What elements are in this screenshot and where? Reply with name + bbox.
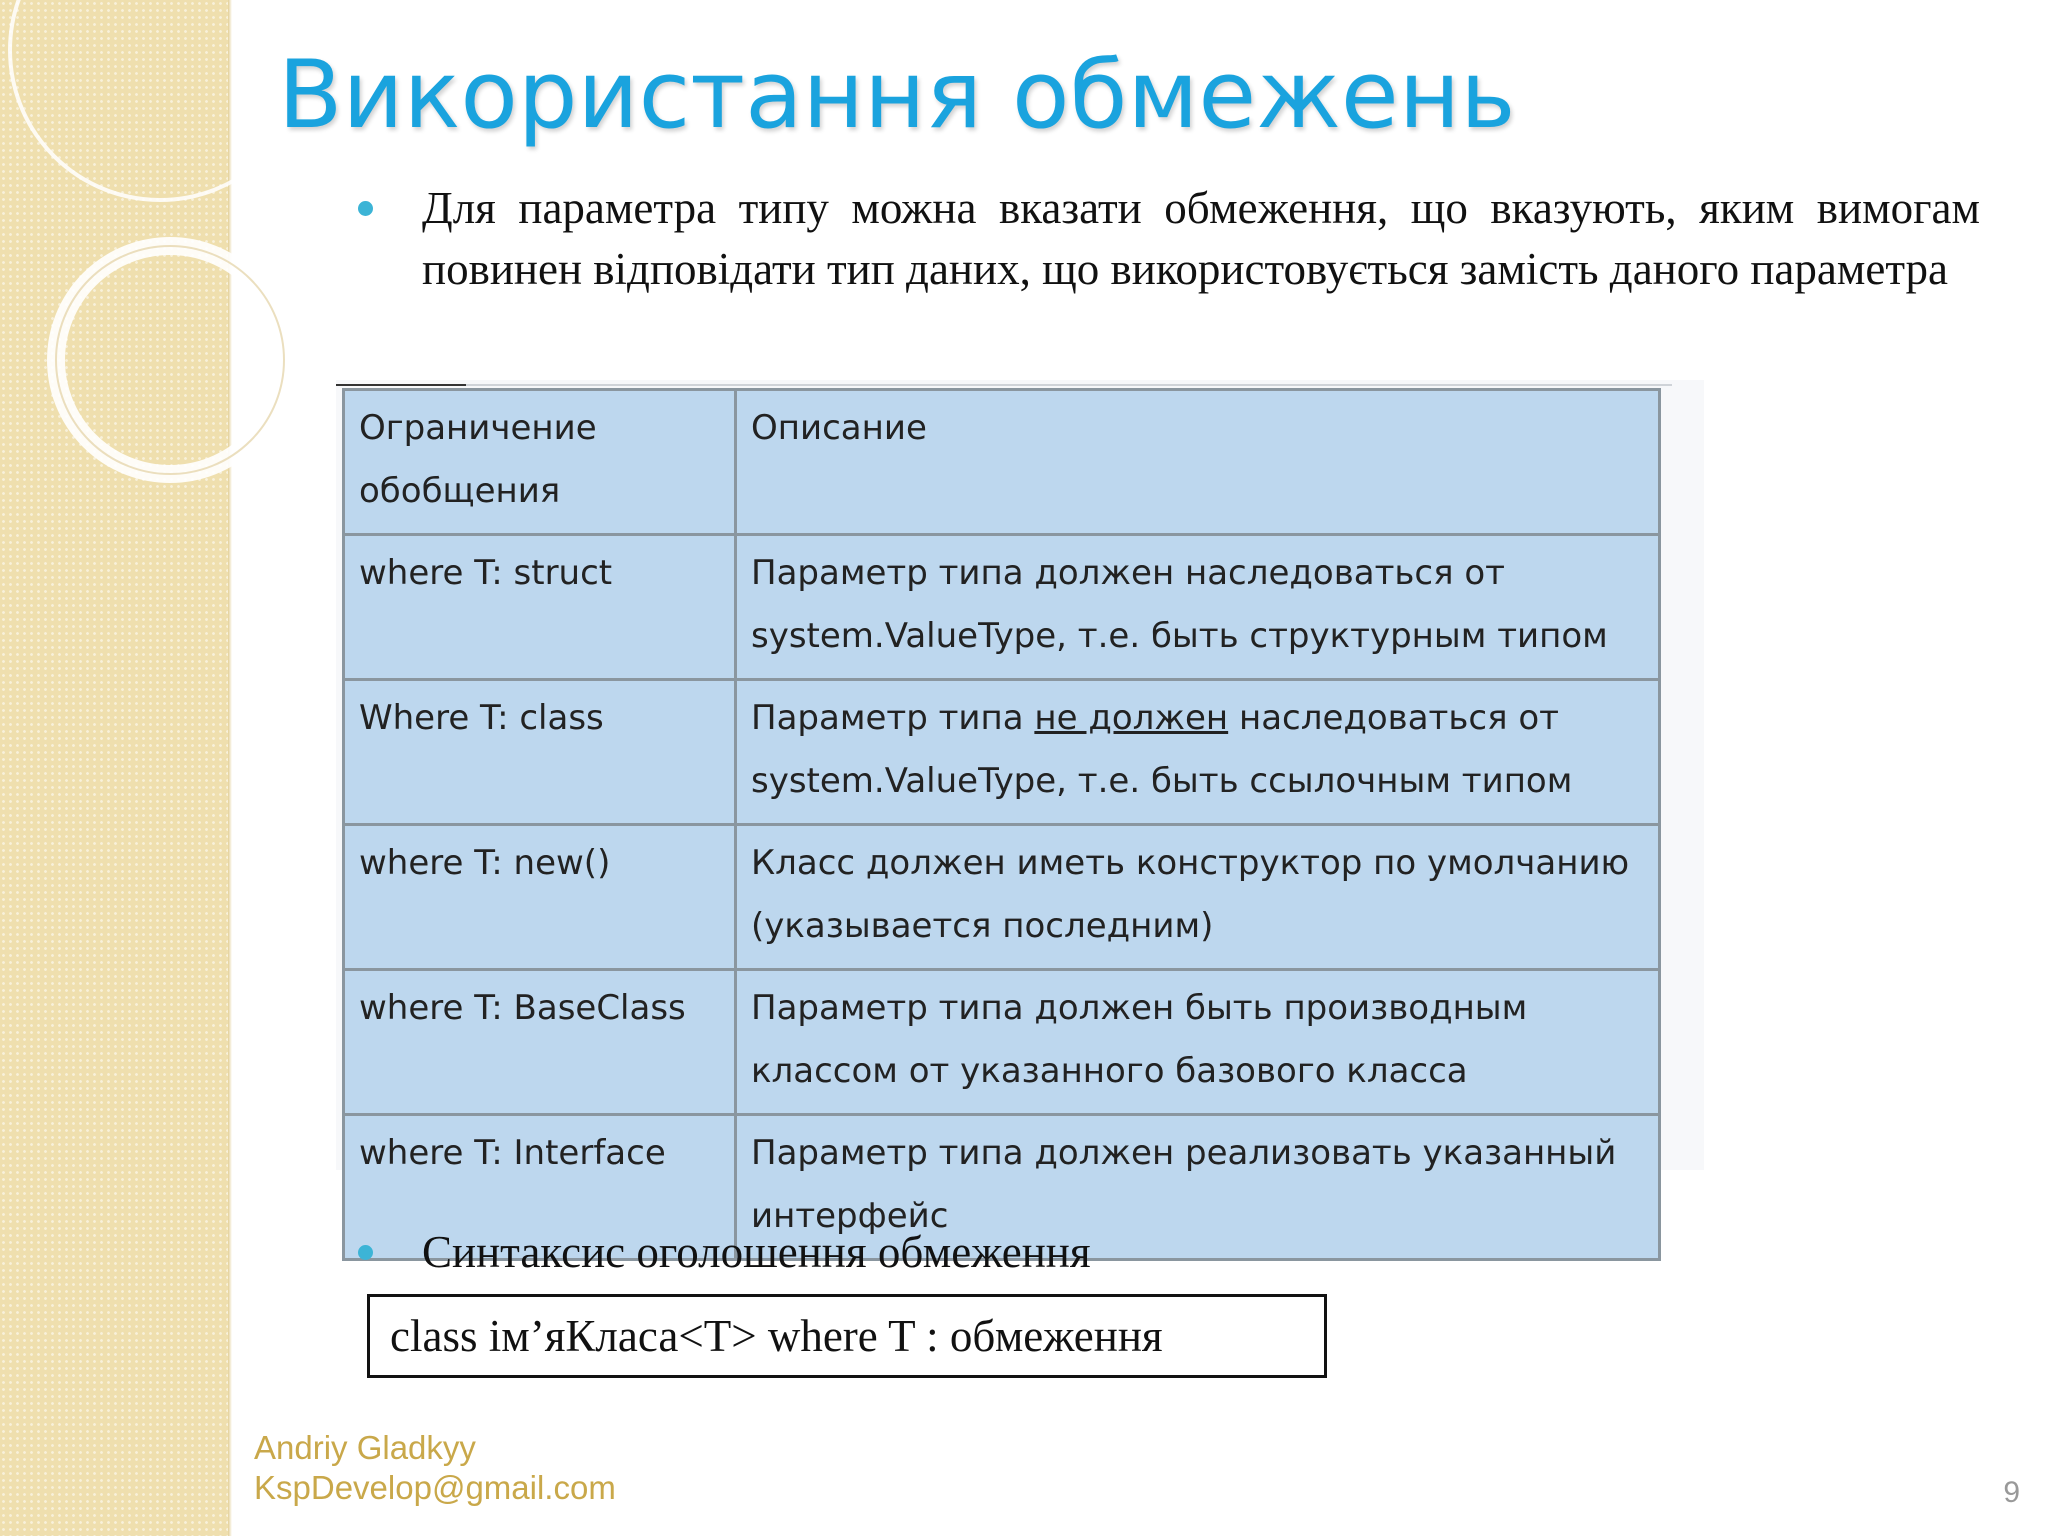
cell-description: Параметр типа должен реализовать указанный интерфейс [736, 1115, 1660, 1260]
table-row [344, 970, 1660, 1115]
cell-description-before: Параметр типа [751, 698, 1024, 738]
bullet-item-syntax [362, 1222, 1980, 1283]
cell-constraint: Where T: class [344, 680, 736, 825]
cell-constraint: where T: new() [344, 825, 736, 970]
cell-constraint: where T: struct [344, 535, 736, 680]
table-header-row [344, 390, 1660, 535]
header-constraint: Ограничение обобщения [344, 390, 736, 535]
cell-description: Класс должен иметь конструктор по умолчанию (указывается последним) [736, 825, 1660, 970]
table-row [344, 680, 1660, 825]
cell-description-underlined: не должен [1034, 698, 1229, 738]
decorative-rings [0, 0, 300, 560]
cell-description: Параметр типа должен быть производным классом от указанного базового класса [736, 970, 1660, 1115]
cell-description-after: наследоваться от system.ValueType, т.е. быть ссылочным типом [751, 698, 1573, 801]
bullet-icon [358, 1245, 373, 1260]
cell-description [736, 680, 1660, 825]
page-number: 9 [2003, 1476, 2020, 1509]
table-top-shadow-line [466, 384, 1672, 386]
cell-constraint: where T: BaseClass [344, 970, 736, 1115]
footer-author-block [254, 1428, 616, 1508]
bullet-text: Синтаксис оголошення обмеження [422, 1227, 1091, 1277]
table-row [344, 535, 1660, 680]
constraints-table [342, 388, 1661, 1261]
table-row [344, 825, 1660, 970]
cell-description: Параметр типа должен наследоваться от system.ValueType, т.е. быть структурным типом [736, 535, 1660, 680]
author-email: KspDevelop@gmail.com [254, 1469, 616, 1506]
slide-title: Використання обмежень [278, 41, 1516, 150]
bullet-item-definition [362, 178, 1980, 300]
bullet-text: Для параметра типу можна вказати обмеження, що вказують, яким вимогам повинен відповідати тип даних, що використовується замість даного параметра [422, 183, 1980, 294]
table-top-line [336, 384, 468, 386]
cell-constraint: where T: Interface [344, 1115, 736, 1260]
header-description: Описание [736, 390, 1660, 535]
author-name: Andriy Gladkyy [254, 1429, 476, 1466]
syntax-code-box: class ім’яКласа<T> where T : обмеження [367, 1294, 1327, 1378]
bullet-icon [358, 201, 373, 216]
